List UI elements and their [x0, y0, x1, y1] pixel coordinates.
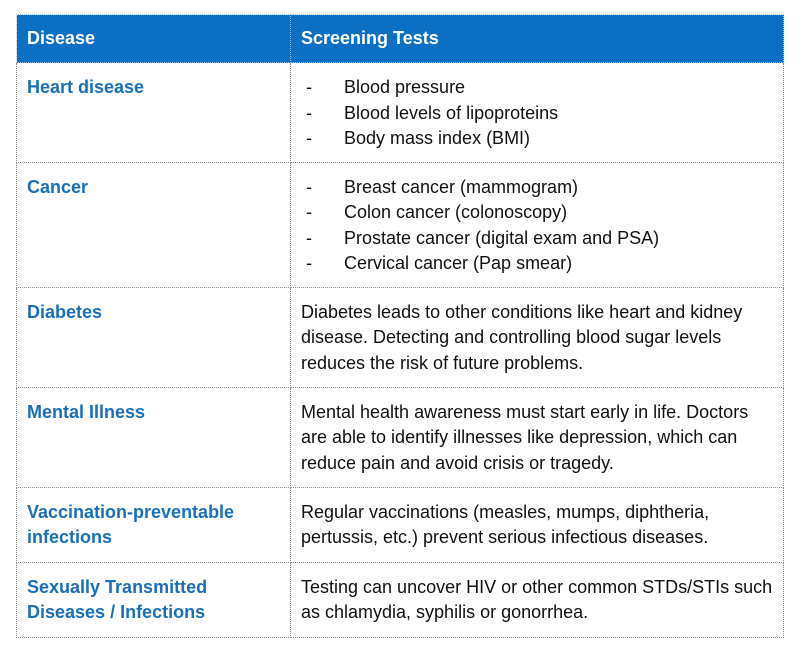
tests-cell: Diabetes leads to other conditions like heart and kidney disease. Detecting and controlling blood sugar levels reduces the risk of future problems. [291, 287, 784, 387]
tests-cell: Regular vaccinations (measles, mumps, diphtheria, pertussis, etc.) prevent serious infectious diseases. [291, 487, 784, 562]
list-item [301, 101, 773, 127]
screening-table-container [16, 14, 783, 638]
table-row [17, 562, 784, 637]
dash-mark: - [306, 253, 312, 273]
table-row [17, 162, 784, 287]
tests-cell [291, 162, 784, 287]
tests-cell: Mental health awareness must start early in life. Doctors are able to identify illnesses like depression, which can reduce pain and avoid crisis or tragedy. [291, 387, 784, 487]
disease-cell: Sexually Transmitted Diseases / Infections [17, 562, 291, 637]
list-item-text: Breast cancer (mammogram) [344, 176, 579, 197]
dash-mark: - [306, 202, 312, 222]
list-item-text: Cervical cancer (Pap smear) [344, 253, 573, 273]
list-item [301, 226, 773, 252]
header-disease: Disease [17, 15, 291, 63]
table-header [17, 15, 784, 63]
tests-cell [291, 63, 784, 163]
tests-list [301, 175, 773, 277]
disease-cell: Heart disease [17, 63, 291, 163]
table-row [17, 387, 784, 487]
list-item-text: Prostate cancer (digital exam and PSA) [344, 227, 660, 248]
disease-cell: Vaccination-preventable infections [17, 487, 291, 562]
list-item [301, 75, 773, 101]
list-item [301, 251, 773, 277]
dash-mark: - [306, 77, 312, 97]
dash-mark: - [306, 128, 312, 148]
table-row [17, 63, 784, 163]
tests-cell: Testing can uncover HIV or other common STDs/STIs such as chlamydia, syphilis or gonorrhea. [291, 562, 784, 637]
list-item-text: Blood pressure [344, 77, 466, 97]
disease-cell: Cancer [17, 162, 291, 287]
list-item [301, 175, 773, 201]
table-row [17, 287, 784, 387]
dash-mark: - [306, 227, 312, 248]
header-row [17, 15, 784, 63]
dash-mark: - [306, 102, 312, 123]
table-body [17, 63, 784, 638]
list-item [301, 200, 773, 226]
list-item-text: Colon cancer (colonoscopy) [344, 202, 568, 222]
disease-cell: Mental Illness [17, 387, 291, 487]
screening-table [16, 14, 784, 638]
header-screening-tests: Screening Tests [291, 15, 784, 63]
tests-list [301, 75, 773, 152]
list-item-text: Body mass index (BMI) [344, 128, 531, 148]
table-row [17, 487, 784, 562]
dash-mark: - [306, 176, 312, 197]
list-item [301, 126, 773, 152]
disease-cell: Diabetes [17, 287, 291, 387]
list-item-text: Blood levels of lipoproteins [344, 102, 559, 123]
